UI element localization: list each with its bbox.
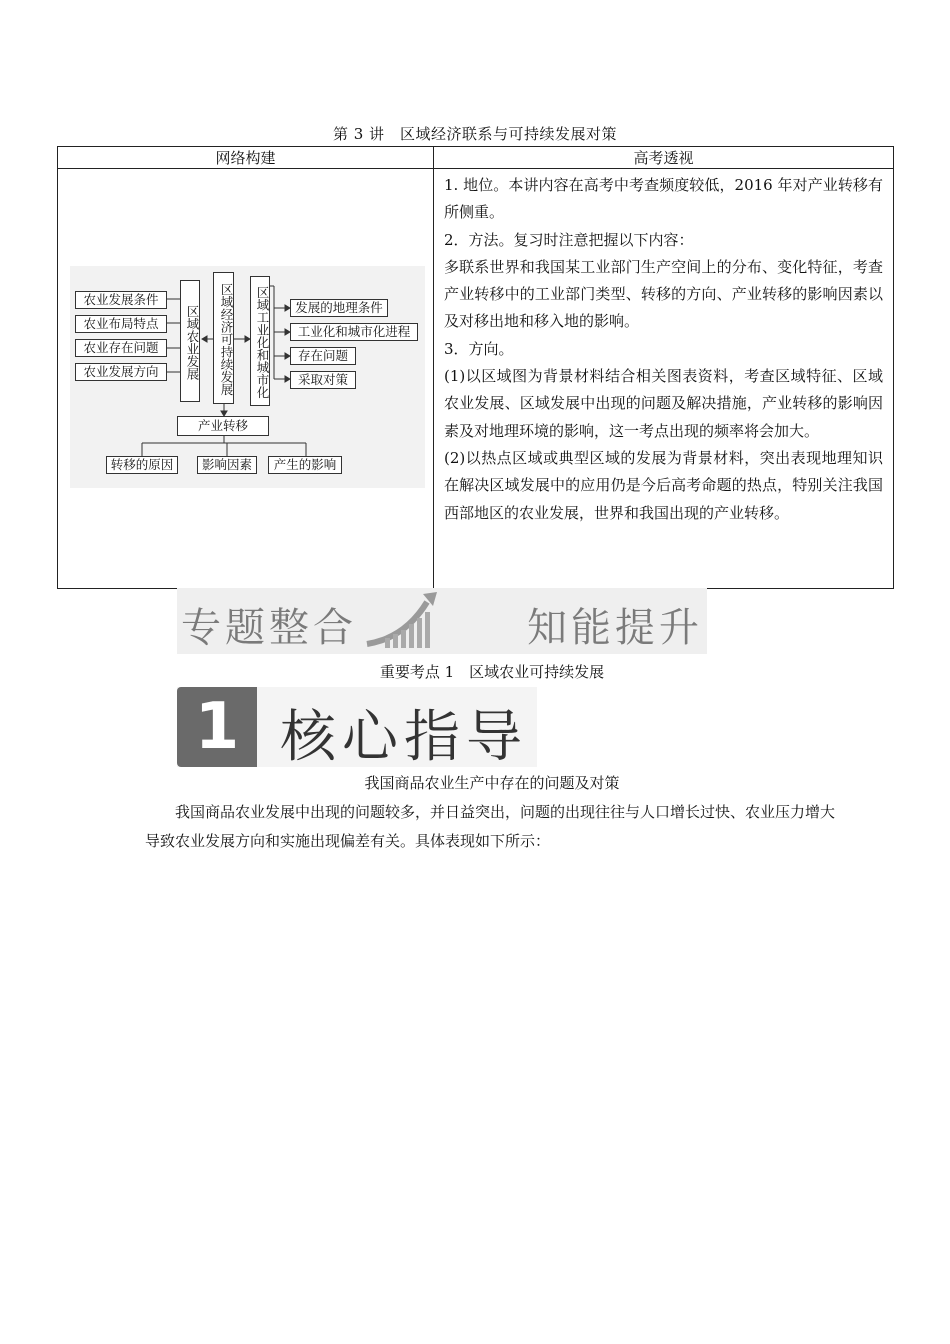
table-header-exam: 高考透视 — [434, 147, 894, 169]
exam-paragraph: 多联系世界和我国某工业部门生产空间上的分布、变化特征，考查产业转移中的工业部门类型、转移的方向、产业转移的影响因素以及对移出地和移入地的影响。 — [444, 257, 883, 331]
agri-item-box: 农业布局特点 — [75, 315, 167, 333]
industry-item-box: 工业化和城市化进程 — [290, 323, 418, 341]
exam-paragraph: 2．方法。复习时注意把握以下内容： — [444, 230, 694, 249]
body-paragraph: 我国商品农业发展中出现的问题较多，并日益突出，问题的出现往往与人口增长过快、农业压力增大导致农业发展方向和实施出现偏差有关。具体表现如下所示： — [145, 803, 836, 850]
transfer-box: 产业转移 — [177, 416, 269, 436]
table-header-network: 网络构建 — [58, 147, 434, 169]
mindmap-diagram — [70, 266, 425, 488]
industry-center-box: 区域工业化和城市化 — [250, 276, 270, 406]
exam-text — [434, 169, 893, 527]
industry-item-box: 发展的地理条件 — [290, 299, 388, 317]
agri-center-box: 区域农业发展 — [180, 280, 200, 402]
exam-paragraph: (1)以区域图为背景材料结合相关图表资料，考查区域特征、区域农业发展、区域发展中出现的问题及解决措施，产业转移的影响因素及对地理环境的影响，这一考点出现的频率将会加大。 — [444, 367, 883, 440]
growth-arrow-icon — [365, 588, 455, 652]
banner-left-text: 专题整合 — [181, 605, 357, 651]
agri-item-box: 农业发展条件 — [75, 291, 167, 309]
agri-item-box: 农业发展方向 — [75, 363, 167, 381]
transfer-item-box: 转移的原因 — [106, 456, 178, 474]
industry-item-box: 存在问题 — [290, 347, 356, 365]
transfer-item-box: 影响因素 — [197, 456, 257, 474]
lecture-title: 第 3 讲 区域经济联系与可持续发展对策 — [332, 125, 618, 143]
core-number: 1 — [177, 687, 257, 767]
agri-item-box: 农业存在问题 — [75, 339, 167, 357]
industry-item-box: 采取对策 — [290, 371, 356, 389]
topic-banner — [177, 588, 707, 654]
exam-paragraph: 1. 地位。本讲内容在高考中考查频度较低，2016 年对产业转移有所侧重。 — [444, 176, 883, 222]
core-guide-banner — [177, 687, 537, 770]
exam-cell — [434, 169, 894, 589]
exam-paragraph: 3．方向。 — [444, 339, 514, 358]
core-label: 核心指导 — [280, 705, 528, 770]
transfer-item-box: 产生的影响 — [268, 456, 342, 474]
section-heading: 我国商品农业生产中存在的问题及对策 — [364, 774, 620, 792]
banner-right-text: 知能提升 — [527, 605, 703, 651]
exam-paragraph: (2)以热点区域或典型区域的发展为背景材料，突出表现地理知识在解决区域发展中的应用仍是今后高考命题的热点，特别关注我国西部地区的农业发展，世界和我国出现的产业转移。 — [444, 448, 883, 522]
economy-center-box: 区域经济可持续发展 — [213, 272, 234, 404]
keypoint-title: 重要考点 1 区域农业可持续发展 — [379, 663, 605, 681]
